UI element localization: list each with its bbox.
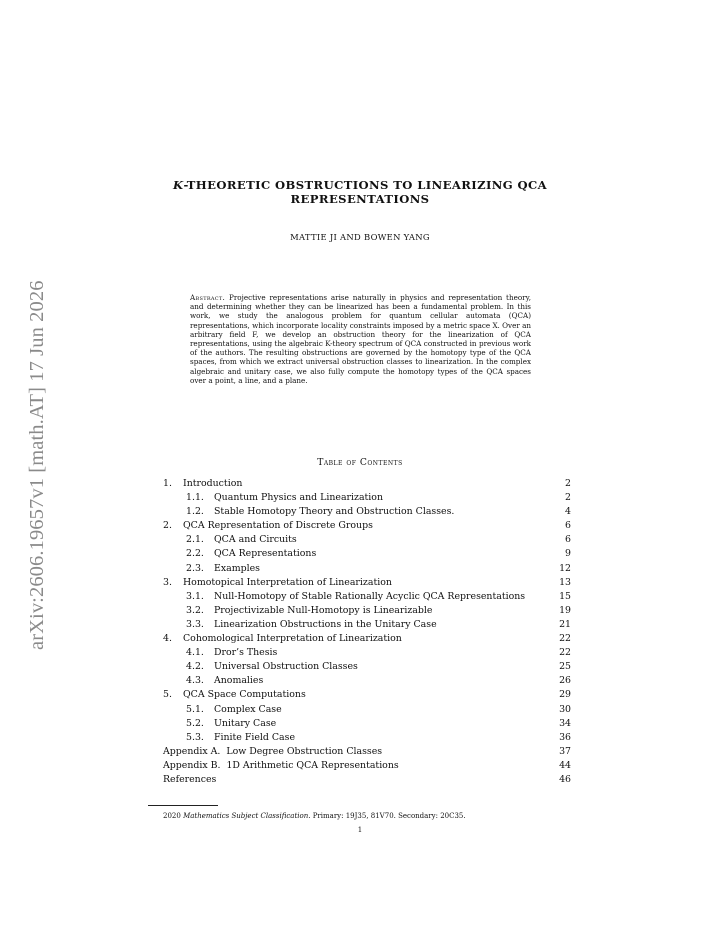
table-of-contents xyxy=(163,477,571,787)
toc-entry-page: 21 xyxy=(559,618,571,630)
abstract-text: Projective representations arise naturally in physics and representation theory, and determining whether they can be linearized has been a fundamental problem. In this work, we study the analogous problem for quantum cellular automata (QCA) representations, which incorporate locality constraints imposed by a metric space X. Over an arbitrary field F, we develop an obstruction theory for the linearization of QCA representations, using the algebraic K-theory spectrum of QCA constructed in previous work of the authors. The resulting obstructions are governed by the homotopy type of the QCA spaces, from which we extract universal obstruction classes to linearization. In the complex algebraic and unitary case, we also fully compute the homotopy types of the QCA spaces over a point, a line, and a plane. xyxy=(190,293,531,385)
footnote-rule xyxy=(148,805,218,806)
abstract xyxy=(190,293,531,385)
toc-entry-label xyxy=(163,745,382,759)
toc-entry-number: 3. xyxy=(163,576,172,588)
toc-entry-page: 13 xyxy=(559,576,571,588)
toc-entry-title: Linearization Obstructions in the Unitary Case xyxy=(214,618,437,630)
toc-entry-title: Quantum Physics and Linearization xyxy=(214,492,383,504)
toc-entry-page: 36 xyxy=(559,731,571,743)
title-line-1: -THEORETIC OBSTRUCTIONS TO LINEARIZING QCA xyxy=(183,178,548,192)
toc-entry[interactable] xyxy=(163,646,571,660)
toc-entry-page: 6 xyxy=(565,520,571,532)
toc-entry-label xyxy=(186,590,525,604)
toc-entry-page: 2 xyxy=(565,492,571,504)
toc-entry-title: Complex Case xyxy=(214,703,282,715)
toc-entry-number: 4.2. xyxy=(186,661,204,673)
toc-entry-label xyxy=(186,604,432,618)
toc-entry-label xyxy=(186,674,263,688)
toc-entry-number: Appendix A. xyxy=(163,745,221,757)
toc-entry-number: 4.1. xyxy=(186,647,204,659)
toc-entry[interactable] xyxy=(163,618,571,632)
toc-entry-page: 4 xyxy=(565,506,571,518)
toc-entry-number: 2.1. xyxy=(186,534,204,546)
toc-entry-label xyxy=(186,660,358,674)
toc-heading: Table of Contents xyxy=(317,457,403,468)
title-k-symbol: K xyxy=(172,178,184,192)
toc-entry-label xyxy=(186,618,437,632)
toc-entry-label xyxy=(163,759,399,773)
toc-entry[interactable] xyxy=(163,533,571,547)
toc-entry-page: 22 xyxy=(559,647,571,659)
toc-entry-label xyxy=(186,547,316,561)
toc-entry-page: 25 xyxy=(559,661,571,673)
footnote-year: 2020 xyxy=(163,812,181,820)
toc-entry-label xyxy=(186,717,276,731)
toc-entry-page: 22 xyxy=(559,633,571,645)
toc-entry[interactable] xyxy=(163,519,571,533)
toc-entry-number: 2.2. xyxy=(186,548,204,560)
toc-entry-number: 1. xyxy=(163,478,172,489)
toc-entry-title: Unitary Case xyxy=(214,717,277,729)
toc-entry-page: 46 xyxy=(559,773,571,785)
page-number: 1 xyxy=(357,826,363,834)
toc-entry-label xyxy=(163,773,216,787)
paper-title xyxy=(150,178,570,206)
toc-entry-title: References xyxy=(163,773,217,785)
toc-entry-number: 2.3. xyxy=(186,562,204,574)
toc-entry-number: 5.3. xyxy=(186,731,204,743)
toc-entry-label xyxy=(186,491,383,505)
toc-entry-number: 5.2. xyxy=(186,717,204,729)
toc-entry-page: 26 xyxy=(559,675,571,687)
toc-entry-label xyxy=(186,646,277,660)
toc-entry[interactable] xyxy=(163,660,571,674)
toc-entry-page: 9 xyxy=(565,548,571,560)
toc-entry-page: 2 xyxy=(565,478,571,489)
toc-entry-number: 3.3. xyxy=(186,618,204,630)
toc-entry-number: 5.1. xyxy=(186,703,204,715)
toc-entry-title: Cohomological Interpretation of Linearization xyxy=(183,633,402,645)
toc-entry-number: 1.2. xyxy=(186,506,204,518)
toc-entry[interactable] xyxy=(163,688,571,702)
toc-entry-number: 4.3. xyxy=(186,675,204,687)
toc-entry[interactable] xyxy=(163,562,571,576)
toc-entry-title: Examples xyxy=(214,562,260,574)
toc-entry-label xyxy=(163,632,402,646)
toc-entry-label xyxy=(186,562,260,576)
toc-entry[interactable] xyxy=(163,632,571,646)
toc-entry-title: Anomalies xyxy=(214,675,264,687)
toc-entry[interactable] xyxy=(163,674,571,688)
footnote-label: Mathematics Subject Classification. xyxy=(183,812,311,820)
toc-entry-label xyxy=(186,731,295,745)
toc-entry[interactable] xyxy=(163,505,571,519)
toc-entry-title: Universal Obstruction Classes xyxy=(214,661,358,673)
toc-entry-label xyxy=(163,477,242,491)
toc-entry-title: Stable Homotopy Theory and Obstruction Classes. xyxy=(214,506,455,518)
toc-entry-title: Dror’s Thesis xyxy=(214,647,278,659)
toc-entry[interactable] xyxy=(163,731,571,745)
arxiv-identifier-stamp xyxy=(22,250,52,650)
arxiv-identifier-text: arXiv:2606.19657v1 [math.AT] 17 Jun 2026 xyxy=(26,280,48,650)
toc-entry-number: 2. xyxy=(163,520,172,532)
toc-entry-number: 3.1. xyxy=(186,590,204,602)
toc-entry-title: QCA Representations xyxy=(214,548,317,560)
toc-entry[interactable] xyxy=(163,477,571,491)
toc-entry[interactable] xyxy=(163,717,571,731)
toc-entry[interactable] xyxy=(163,590,571,604)
toc-entry-page: 19 xyxy=(559,604,571,616)
toc-entry-page: 34 xyxy=(559,717,571,729)
toc-entry-title: QCA Space Computations xyxy=(183,689,306,701)
toc-entry[interactable] xyxy=(163,547,571,561)
toc-entry-page: 37 xyxy=(559,745,571,757)
toc-entry-title: Low Degree Obstruction Classes xyxy=(226,745,383,757)
toc-entry-number: Appendix B. xyxy=(163,759,221,771)
toc-entry-title: Null-Homotopy of Stable Rationally Acyclic QCA Representations xyxy=(214,590,526,602)
footnote xyxy=(163,812,466,820)
toc-entry-title: 1D Arithmetic QCA Representations xyxy=(226,759,399,771)
toc-entry-page: 12 xyxy=(559,562,571,574)
toc-entry-title: QCA and Circuits xyxy=(214,534,297,546)
toc-entry-page: 6 xyxy=(565,534,571,546)
toc-entry[interactable] xyxy=(163,759,571,773)
toc-entry[interactable] xyxy=(163,773,571,787)
toc-entry-page: 15 xyxy=(559,590,571,602)
toc-entry[interactable] xyxy=(163,491,571,505)
toc-entry-label xyxy=(163,519,373,533)
toc-entry-page: 30 xyxy=(559,703,571,715)
footnote-text: Primary: 19J35, 81V70. Secondary: 20C35. xyxy=(312,812,466,820)
toc-entry-title: Projectivizable Null-Homotopy is Linearizable xyxy=(214,604,433,616)
toc-entry-label xyxy=(163,576,392,590)
title-line-2: REPRESENTATIONS xyxy=(290,192,430,206)
toc-entry-page: 44 xyxy=(559,759,571,771)
toc-entry[interactable] xyxy=(163,703,571,717)
toc-entry-number: 3.2. xyxy=(186,604,204,616)
toc-entry[interactable] xyxy=(163,576,571,590)
toc-entry-title: Introduction xyxy=(183,478,243,489)
toc-entry-title: QCA Representation of Discrete Groups xyxy=(183,520,373,532)
paper-authors: MATTIE JI AND BOWEN YANG xyxy=(290,232,430,242)
toc-entry-label xyxy=(186,505,454,519)
toc-entry-number: 4. xyxy=(163,633,172,645)
toc-entry-title: Finite Field Case xyxy=(214,731,295,743)
toc-entry-page: 29 xyxy=(559,689,571,701)
abstract-heading: Abstract. xyxy=(190,293,226,302)
toc-entry-number: 5. xyxy=(163,689,172,701)
toc-entry-label xyxy=(186,703,282,717)
toc-entry-title: Homotopical Interpretation of Linearization xyxy=(183,576,392,588)
toc-entry[interactable] xyxy=(163,604,571,618)
toc-entry-label xyxy=(163,688,306,702)
toc-entry-number: 1.1. xyxy=(186,492,204,504)
toc-entry-label xyxy=(186,533,297,547)
toc-entry[interactable] xyxy=(163,745,571,759)
